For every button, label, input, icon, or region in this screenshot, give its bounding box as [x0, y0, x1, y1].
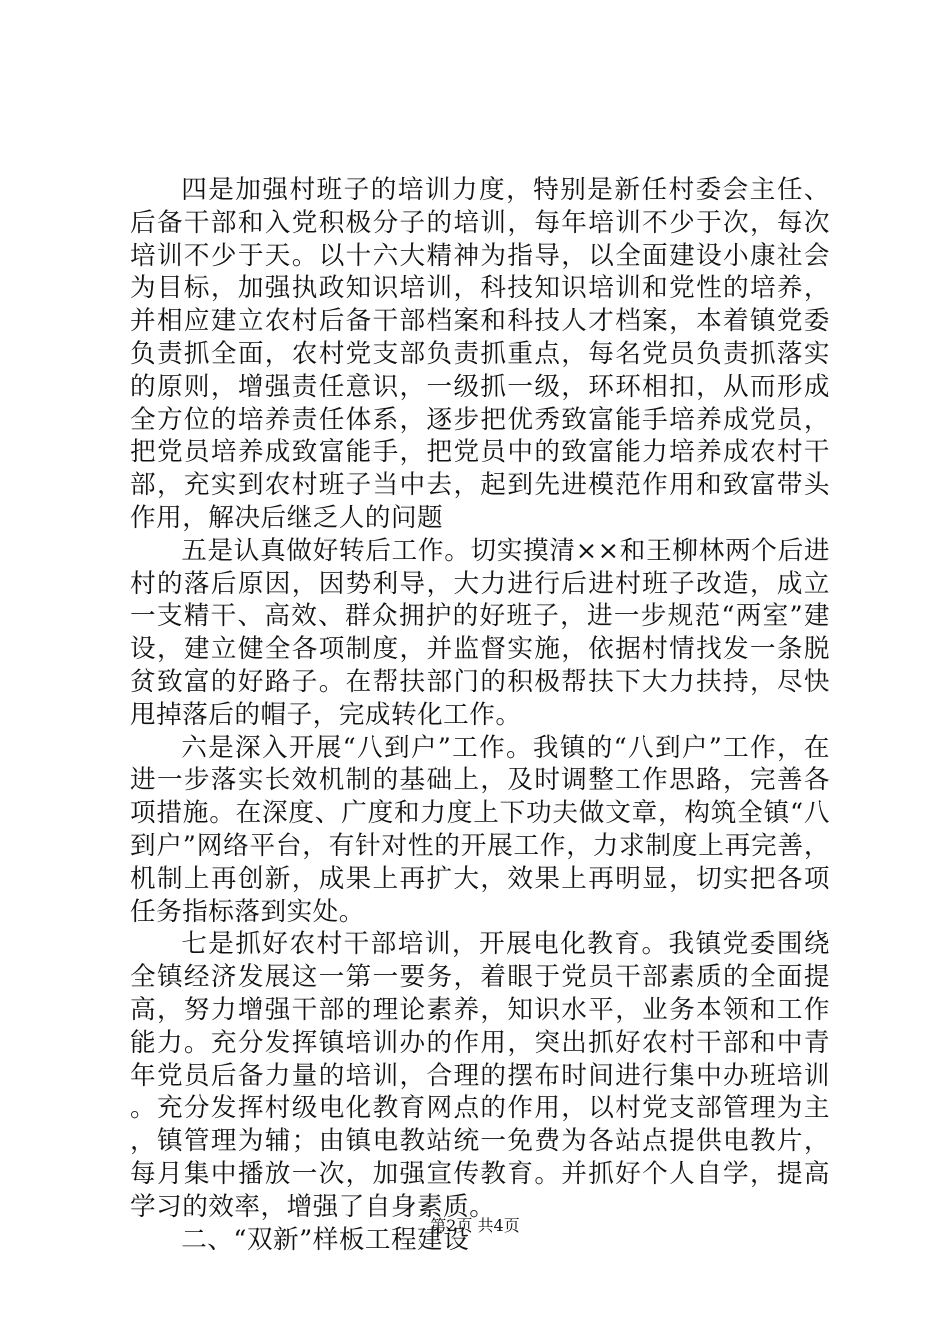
paragraph-training-strength: 四是加强村班子的培训力度，特别是新任村委会主任、后备干部和入党积极分子的培训，每年培训不少于次，每次培训不少于天。以十六大精神为指导，以全面建设小康社会为目标，加强执政知识培训，科技知识培训和党性的培养，并相应建立农村后备干部档案和科技人才档案，本着镇党委负责抓全面，农村党支部负责抓重点，每名党员负责抓落实的原则，增强责任意识，一级抓一级，环环相扣，从而形成全方位的培养责任体系，逐步把优秀致富能手培养成党员，把党员培养成致富能手，把党员中的致富能力培养成农村干部，充实到农村班子当中去，起到先进模范作用和致富带头作用，解决后继乏人的问题	[130, 175, 830, 533]
paragraph-backward-village: 五是认真做好转后工作。切实摸清××和王柳林两个后进村的落后原因，因势利导，大力进行后进村班子改造，成立一支精干、高效、群众拥护的好班子，进一步规范“两室”建设，建立健全各项制度，并监督实施，依据村情找发一条脱贫致富的好路子。在帮扶部门的积极帮扶下大力扶持，尽快甩掉落后的帽子，完成转化工作。	[130, 535, 830, 730]
section-heading-double-new: 二、“双新”样板工程建设	[181, 1224, 470, 1255]
document-body	[130, 174, 830, 1256]
paragraph-cadre-training: 七是抓好农村干部培训，开展电化教育。我镇党委围绕全镇经济发展这一第一要务，着眼于党员干部素质的全面提高，努力增强干部的理论素养，知识水平，业务本领和工作能力。充分发挥镇培训办的作用，突出抓好农村干部和中青年党员后备力量的培训，合理的摆布时间进行集中办班培训。充分发挥村级电化教育网点的作用，以村党支部管理为主，镇管理为辅；由镇电教站统一免费为各站点提供电教片，每月集中播放一次，加强宣传教育。并抓好个人自学，提高学习的效率，增强了自身素质。	[130, 929, 830, 1222]
paragraph-eight-to-household: 六是深入开展“八到户”工作。我镇的“八到户”工作，在进一步落实长效机制的基础上，及时调整工作思路，完善各项措施。在深度、广度和力度上下功夫做文章，构筑全镇“八到户”网络平台，有针对性的开展工作，力求制度上再完善，机制上再创新，成果上再扩大，效果上再明显，切实把各项任务指标落到实处。	[130, 732, 830, 927]
page-number-footer: 第2页 共4页	[430, 1216, 520, 1235]
